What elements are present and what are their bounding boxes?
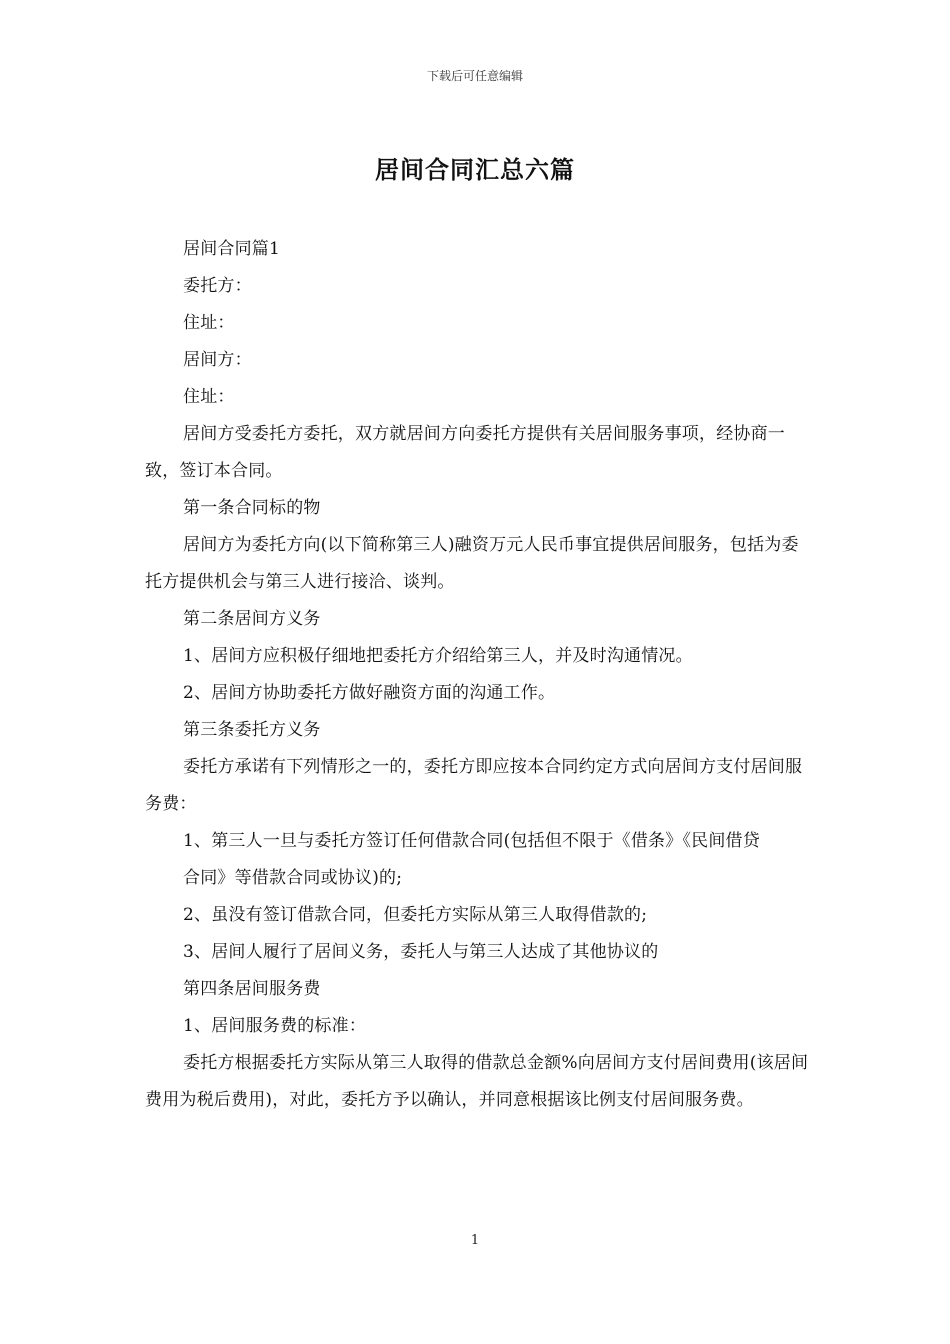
- paragraph: 1、第三人一旦与委托方签订任何借款合同(包括但不限于《借条》《民间借贷: [183, 831, 760, 851]
- paragraph: 1、居间服务费的标准：: [183, 1016, 367, 1036]
- paragraph: 3、居间人履行了居间义务，委托人与第三人达成了其他协议的: [183, 942, 659, 962]
- paragraph: 1、居间方应积极仔细地把委托方介绍给第三人，并及时沟通情况。: [183, 646, 693, 666]
- paragraph: 居间方受委托方委托，双方就居间方向委托方提供有关居间服务事项，经协商一致，签订本合同。: [145, 424, 785, 481]
- paragraph: 委托方：: [183, 276, 252, 296]
- paragraph: 委托方承诺有下列情形之一的，委托方即应按本合同约定方式向居间方支付居间服务费：: [145, 757, 803, 814]
- page-number: 1: [470, 1233, 480, 1248]
- paragraph: 居间方为委托方向(以下简称第三人)融资万元人民币事宜提供居间服务，包括为委托方提供机会与第三人进行接洽、谈判。: [145, 535, 799, 592]
- paragraph: 居间方：: [183, 350, 252, 370]
- section-heading: 居间合同篇1: [183, 239, 281, 259]
- document-title: 居间合同汇总六篇: [375, 155, 575, 184]
- paragraph: 2、居间方协助委托方做好融资方面的沟通工作。: [183, 683, 556, 703]
- paragraph: 合同》等借款合同或协议)的;: [183, 868, 403, 888]
- page-header: 下载后可任意编辑: [426, 69, 523, 83]
- clause-heading: 第一条合同标的物: [183, 498, 321, 518]
- clause-heading: 第四条居间服务费: [183, 979, 321, 999]
- paragraph: 住址：: [183, 313, 235, 333]
- document-body: [145, 231, 811, 1119]
- clause-heading: 第二条居间方义务: [183, 609, 321, 629]
- clause-heading: 第三条委托方义务: [183, 720, 321, 740]
- paragraph: 2、虽没有签订借款合同，但委托方实际从第三人取得借款的;: [183, 905, 648, 925]
- paragraph: 委托方根据委托方实际从第三人取得的借款总金额%向居间方支付居间费用(该居间费用为税后费用)，对此，委托方予以确认，并同意根据该比例支付居间服务费。: [145, 1053, 809, 1110]
- paragraph: 住址：: [183, 387, 235, 407]
